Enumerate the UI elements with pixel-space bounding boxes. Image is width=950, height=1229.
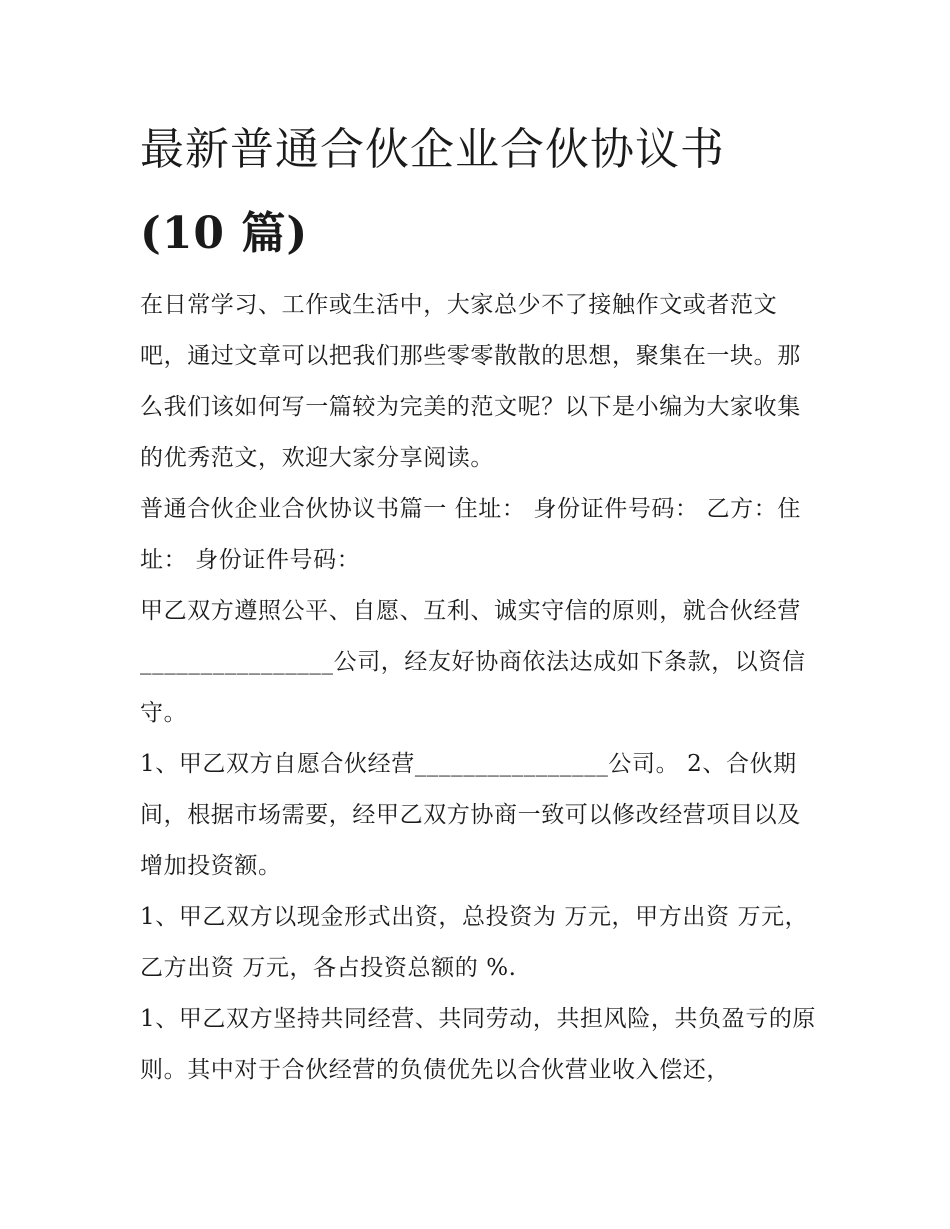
intro-paragraph: 在日常学习、工作或生活中，大家总少不了接触作文或者范文吧，通过文章可以把我们那些零零散散的思想，聚集在一块。那么我们该如何写一篇较为完美的范文呢？以下是小编为大家收集的优秀范文，欢迎大家分享阅读。 [140, 292, 801, 471]
document-title [140, 108, 820, 276]
title-line-1: 最新普通合伙企业合伙协议书 [140, 124, 725, 175]
business-scope-paragraph: 1、甲乙双方自愿合伙经营________________公司。 2、合伙期间，根据市场需要，经甲乙双方协商一致可以修改经营项目以及增加投资额。 [140, 751, 801, 879]
investment-paragraph: 1、甲乙双方以现金形式出资，总投资为 万元，甲方出资 万元，乙方出资 万元，各占投资总额的 %. [140, 904, 809, 981]
profit-loss-paragraph: 1、甲乙双方坚持共同经营、共同劳动，共担风险，共负盈亏的原则。其中对于合伙经营的负债优先以合伙营业收入偿还， [140, 1006, 817, 1083]
parties-paragraph: 普通合伙企业合伙协议书篇一 住址： 身份证件号码： 乙方：住址： 身份证件号码： [140, 496, 801, 573]
title-line-2: (10 篇) [140, 208, 309, 259]
document-content [140, 108, 820, 1096]
principle-paragraph: 甲乙双方遵照公平、自愿、互利、诚实守信的原则，就合伙经营________________公司，经友好协商依法达成如下条款，以资信守。 [140, 598, 806, 726]
